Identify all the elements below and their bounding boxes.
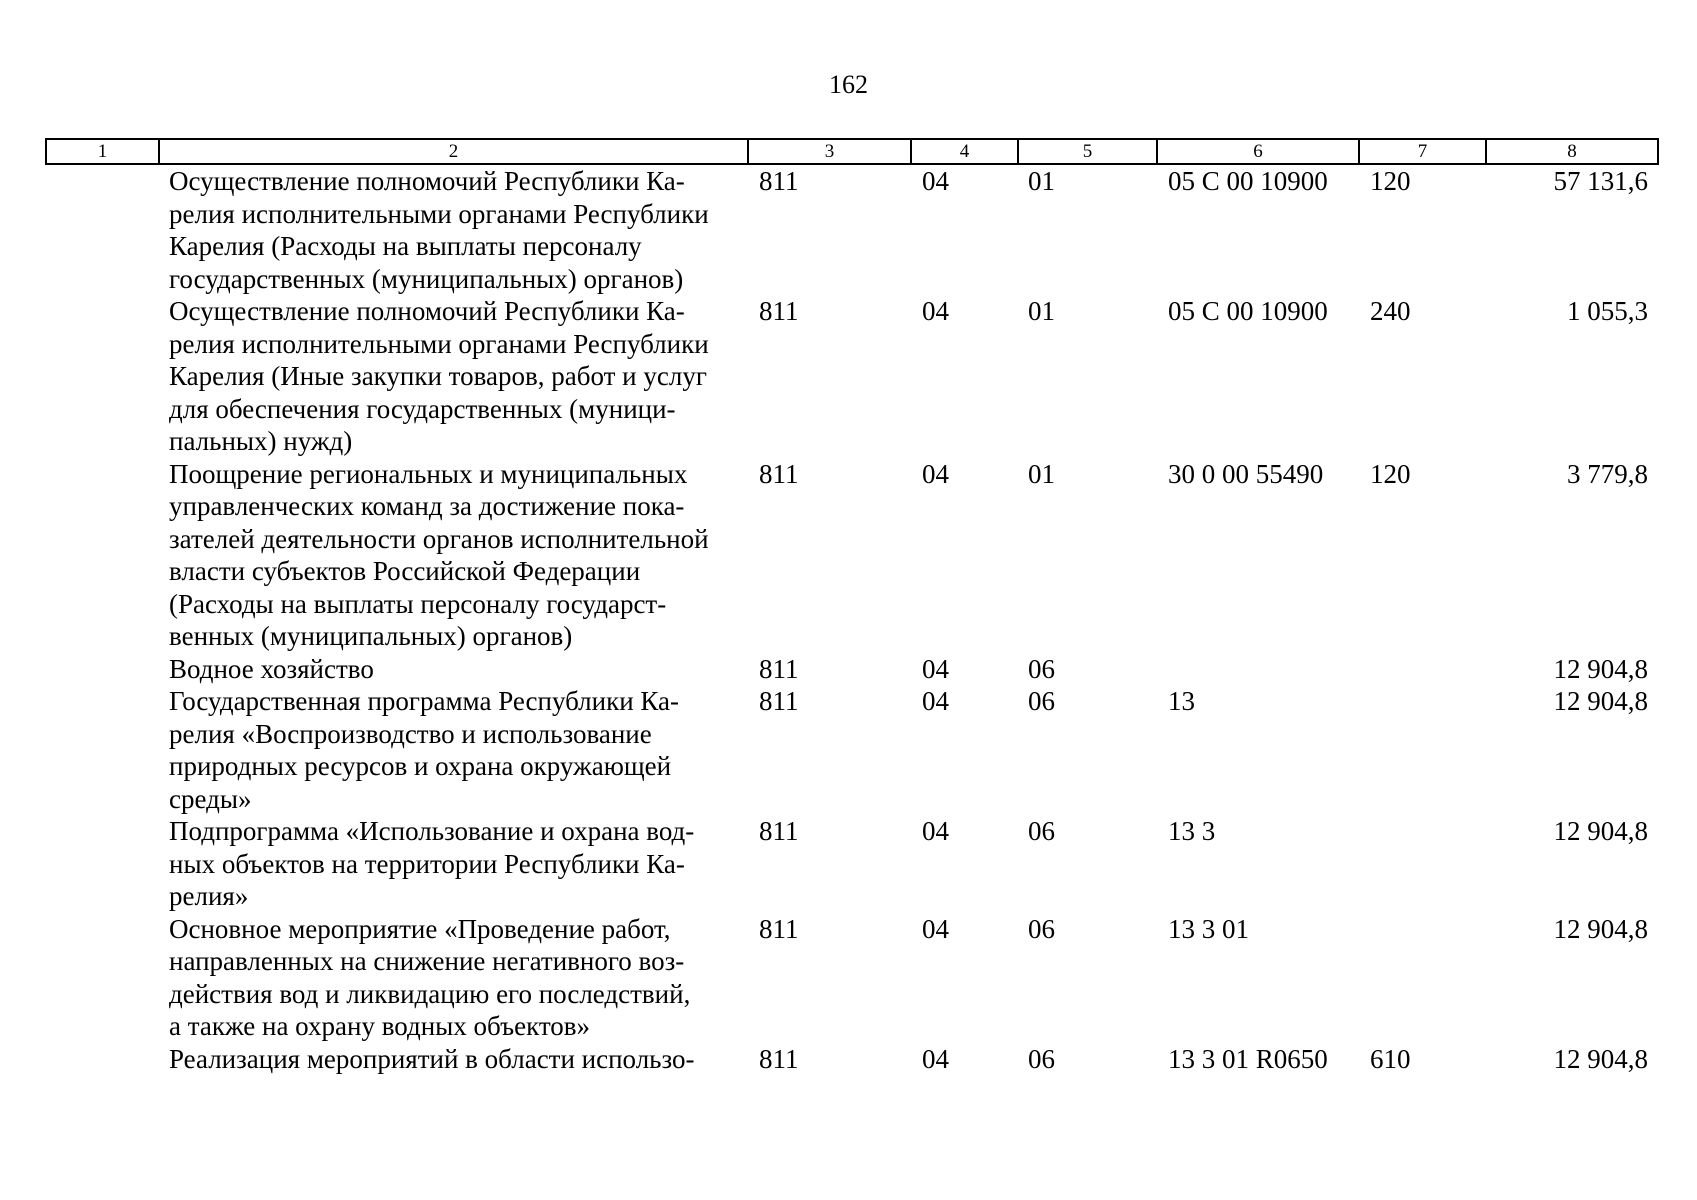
name-line: Карелия (Иные закупки товаров, работ и услуг (169, 361, 707, 391)
table-header (46, 139, 1658, 164)
cell-section: 04 (922, 913, 949, 944)
cell-admin-code: 811 (759, 653, 799, 684)
cell-col-1 (46, 1043, 159, 1076)
name-line: Основное мероприятие «Проведение работ, (169, 913, 671, 944)
budget-table (45, 138, 1659, 1075)
header-col-7: 7 (1359, 139, 1486, 164)
header-row (46, 139, 1658, 164)
cell-name (159, 1043, 748, 1076)
cell-expense-type: 240 (1370, 296, 1411, 326)
cell-name (159, 458, 748, 653)
table-row (46, 1043, 1658, 1076)
cell-expense-type (1359, 913, 1486, 1043)
table-body (46, 164, 1658, 1075)
table-row (46, 913, 1658, 1043)
cell-expense-type: 120 (1370, 166, 1411, 196)
cell-section: 04 (922, 653, 949, 684)
cell-name (159, 164, 748, 295)
name-line: а также на охрану водных объектов» (169, 1011, 591, 1041)
cell-expense-type: 120 (1370, 458, 1411, 489)
name-line: государственных (муниципальных) органов) (169, 263, 684, 294)
header-col-5: 5 (1018, 139, 1157, 164)
name-line: ных объектов на территории Республики Ка- (169, 848, 685, 879)
cell-target-article: 13 3 01 (1168, 913, 1249, 944)
cell-amount: 12 904,8 (1553, 686, 1648, 716)
cell-subsection: 01 (1028, 458, 1055, 489)
cell-section: 04 (922, 1043, 949, 1074)
cell-amount: 57 131,6 (1553, 166, 1648, 196)
cell-admin-code: 811 (759, 458, 799, 489)
name-line: управленческих команд за достижение пока- (169, 491, 685, 521)
name-line: природных ресурсов и охрана окружающей (169, 751, 672, 781)
cell-subsection: 01 (1028, 296, 1055, 326)
name-line: релия исполнительными органами Республики (169, 198, 709, 229)
cell-col-1 (46, 913, 159, 1043)
table-row (46, 164, 1658, 295)
header-col-3: 3 (748, 139, 911, 164)
cell-subsection: 06 (1028, 913, 1055, 944)
name-line: Поощрение региональных и муниципальных (169, 458, 688, 489)
cell-section: 04 (922, 458, 949, 489)
name-line: действия вод и ликвидацию его последствий, (169, 978, 691, 1009)
cell-amount: 12 904,8 (1553, 913, 1648, 944)
cell-section: 04 (922, 166, 949, 196)
cell-target-article: 05 С 00 10900 (1168, 296, 1328, 326)
cell-target-article: 30 0 00 55490 (1168, 458, 1324, 489)
cell-col-1 (46, 653, 159, 686)
cell-expense-type (1359, 815, 1486, 913)
name-line: релия исполнительными органами Республики (169, 328, 709, 359)
cell-section: 04 (922, 816, 949, 846)
name-line: Осуществление полномочий Республики Ка- (169, 166, 685, 196)
cell-target-article: 05 С 00 10900 (1168, 166, 1328, 196)
cell-amount: 12 904,8 (1553, 1043, 1648, 1074)
name-line: для обеспечения государственных (муници- (169, 393, 676, 424)
cell-col-1 (46, 815, 159, 913)
cell-section: 04 (922, 686, 949, 716)
cell-subsection: 06 (1028, 653, 1055, 684)
cell-target-article: 13 3 (1168, 816, 1216, 846)
cell-name (159, 653, 748, 686)
cell-admin-code: 811 (759, 1043, 799, 1074)
cell-col-1 (46, 685, 159, 815)
cell-subsection: 06 (1028, 686, 1055, 716)
cell-section: 04 (922, 296, 949, 326)
cell-target-article: 13 3 01 R0650 (1168, 1043, 1328, 1074)
name-line: венных (муниципальных) органов) (169, 621, 573, 651)
table-row (46, 815, 1658, 913)
name-line: Карелия (Расходы на выплаты персоналу (169, 231, 642, 261)
cell-expense-type (1359, 685, 1486, 815)
header-col-1: 1 (46, 139, 159, 164)
budget-table-container (45, 138, 1657, 1075)
table-row (46, 685, 1658, 815)
page-number: 162 (829, 70, 868, 99)
cell-admin-code: 811 (759, 166, 799, 196)
name-line: релия «Воспроизводство и использование (169, 718, 652, 749)
cell-subsection: 01 (1028, 166, 1055, 196)
name-line: Подпрограмма «Использование и охрана вод- (169, 816, 695, 846)
name-line: Осуществление полномочий Республики Ка- (169, 296, 685, 326)
name-line: зателей деятельности органов исполнительной (169, 523, 709, 554)
name-line: Водное хозяйство (169, 653, 374, 684)
cell-name (159, 913, 748, 1043)
table-row (46, 458, 1658, 653)
cell-admin-code: 811 (759, 816, 799, 846)
cell-amount: 12 904,8 (1553, 816, 1648, 846)
cell-admin-code: 811 (759, 296, 799, 326)
cell-amount: 12 904,8 (1553, 653, 1648, 684)
cell-name (159, 815, 748, 913)
cell-target-article (1157, 653, 1359, 686)
header-col-2: 2 (159, 139, 748, 164)
table-row (46, 653, 1658, 686)
cell-col-1 (46, 164, 159, 295)
header-col-8: 8 (1486, 139, 1658, 164)
cell-name (159, 295, 748, 458)
name-line: власти субъектов Российской Федерации (169, 556, 641, 586)
name-line: среды» (169, 783, 252, 814)
cell-amount: 1 055,3 (1567, 296, 1648, 326)
cell-subsection: 06 (1028, 1043, 1055, 1074)
name-line: Реализация мероприятий в области использо- (169, 1043, 695, 1074)
name-line: направленных на снижение негативного воз- (169, 946, 685, 976)
table-row (46, 295, 1658, 458)
cell-col-1 (46, 458, 159, 653)
name-line: пальных) нужд) (169, 426, 353, 456)
cell-admin-code: 811 (759, 686, 799, 716)
header-col-4: 4 (911, 139, 1018, 164)
name-line: релия» (169, 881, 249, 911)
cell-name (159, 685, 748, 815)
cell-expense-type: 610 (1370, 1043, 1411, 1074)
cell-admin-code: 811 (759, 913, 799, 944)
cell-col-1 (46, 295, 159, 458)
header-col-6: 6 (1157, 139, 1359, 164)
name-line: (Расходы на выплаты персоналу государст- (169, 588, 667, 619)
cell-subsection: 06 (1028, 816, 1055, 846)
cell-expense-type (1359, 653, 1486, 686)
cell-amount: 3 779,8 (1567, 458, 1648, 489)
cell-target-article: 13 (1168, 686, 1195, 716)
name-line: Государственная программа Республики Ка- (169, 686, 680, 716)
